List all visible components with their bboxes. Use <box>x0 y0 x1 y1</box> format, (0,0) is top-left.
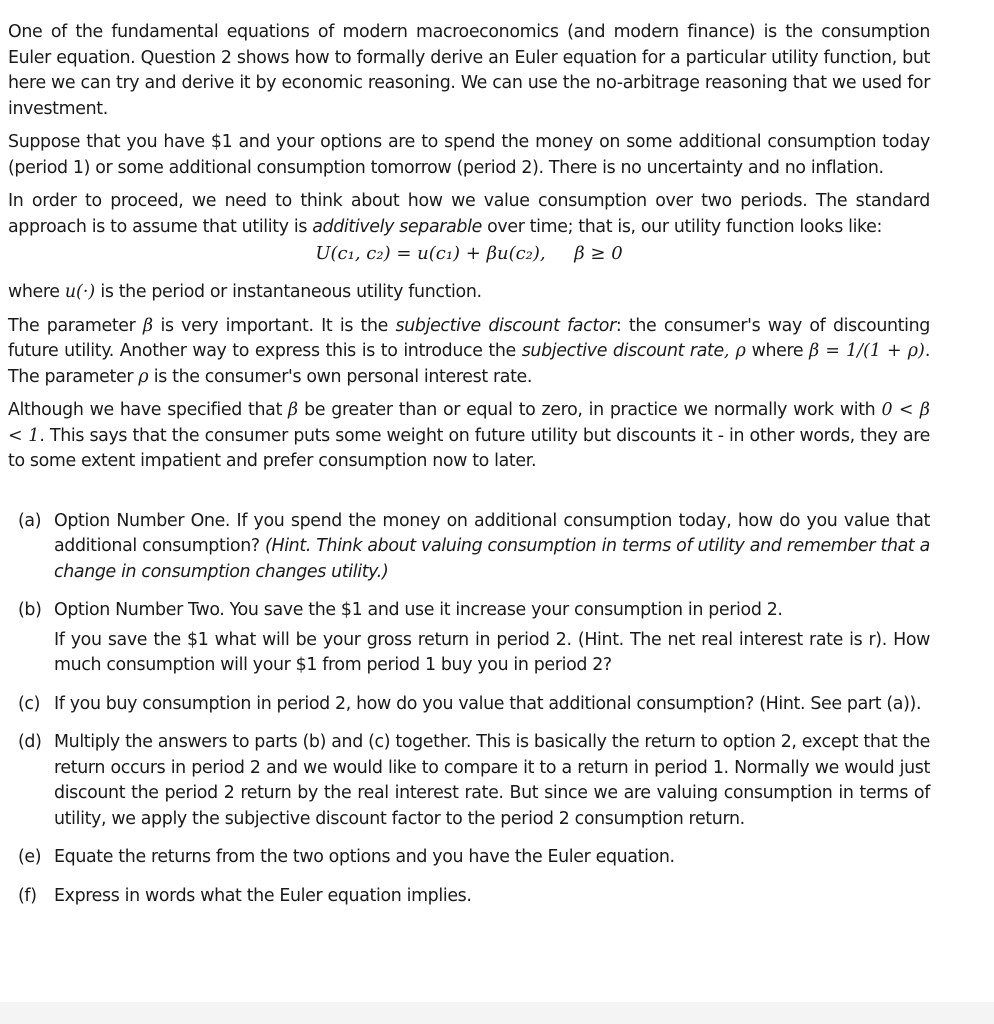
question-e <box>8 845 930 875</box>
where-text: where <box>8 282 65 302</box>
discount-text-c: : the consumer's way of discounting future utility. Another way to express this is to introduce the <box>8 315 930 361</box>
question-text: Multiply the answers to parts (b) and (c) together. This is basically the return to option 2, except that the return occurs in period 2 and we would like to compare it to a return in period 1. Normally we would just discount the period 2 return by the real interest rate. But since we are valuing consumption in terms of utility, we apply the subjective discount factor to the period 2 consumption return. <box>54 732 930 829</box>
question-b <box>8 598 930 683</box>
discount-text-a: The parameter <box>8 315 143 336</box>
rho-symbol: ρ <box>138 366 149 387</box>
utility-text-b: over time; that is, our utility function looks like: <box>481 216 883 237</box>
intro-paragraph: One of the fundamental equations of modern macroeconomics (and modern finance) is the consumption Euler equation. Question 2 shows how to formally derive an Euler equation for a particular utility function, but here we can try and derive it by economic reasoning. We can use the no-arbitrage reasoning that we used for investment. <box>8 22 930 119</box>
question-text: If you buy consumption in period 2, how do you value that additional consumption? (Hint. See part (a)). <box>54 693 922 714</box>
question-c <box>8 692 930 722</box>
subjective-discount-rate-term: subjective discount rate <box>521 341 724 361</box>
question-a-hint: (Hint. Think about valuing consumption in terms of utility and remember that a change in consumption changes utility.) <box>54 536 930 582</box>
question-body <box>54 730 930 836</box>
range-text-b: be greater than or equal to zero, in practice we normally work with <box>298 400 882 420</box>
question-body <box>54 692 930 722</box>
question-text: Option Number Two. You save the $1 and use it increase your consumption in period 2. <box>54 600 783 620</box>
options-paragraph: Suppose that you have $1 and your options are to spend the money on some additional consumption today (period 1) or some additional consumption tomorrow (period 2). There is no uncertainty and no inflation. <box>8 132 930 178</box>
range-text-a: Although we have specified that <box>8 400 289 420</box>
question-body <box>54 598 930 683</box>
question-text <box>54 509 930 586</box>
discount-factor-paragraph <box>8 314 930 391</box>
question-label: (f) <box>18 885 37 906</box>
question-label: (d) <box>18 732 42 752</box>
bottom-margin <box>0 1002 994 1024</box>
beta-definition: β = 1/(1 + ρ) <box>809 341 925 361</box>
discount-text-d: where <box>745 341 810 361</box>
beta-range-paragraph <box>8 398 930 475</box>
additively-separable-term: additively separable <box>312 216 482 237</box>
range-text-c: . This says that the consumer puts some weight on future utility but discounts it - in other words, they are to some extent impatient and prefer consumption now to later. <box>8 425 931 471</box>
question-body <box>54 845 930 875</box>
question-text: Equate the returns from the two options and you have the Euler equation. <box>54 847 675 867</box>
question-f <box>8 884 930 914</box>
beta-range: 0 < β < 1 <box>8 400 930 446</box>
question-a <box>8 509 930 590</box>
question-label: (b) <box>18 600 42 620</box>
utility-equation-lhs: U(c₁, c₂) = u(c₁) + βu(c₂), <box>315 243 546 264</box>
question-text: Express in words what the Euler equation implies. <box>54 885 472 906</box>
instantaneous-utility-paragraph <box>8 280 930 306</box>
u-function: u(·) <box>64 282 96 302</box>
question-label: (c) <box>18 693 41 714</box>
utility-equation <box>8 242 930 266</box>
utility-text-a: In order to proceed, we need to think about how we value consumption over two periods. The standard approach is to assume that utility is <box>8 191 930 237</box>
beta-condition: β ≥ 0 <box>574 243 623 264</box>
beta-symbol: β <box>142 315 153 336</box>
utility-paragraph <box>8 189 930 240</box>
question-text-continued: If you save the $1 what will be your gross return in period 2. (Hint. The net real interest rate is r). How much consumption will your $1 from period 1 buy you in period 2? <box>54 629 930 675</box>
discount-text-b: is very important. It is the <box>153 315 396 336</box>
question-a-text: Option Number One. If you spend the money on additional consumption today, how do you value that additional consumption? <box>54 510 930 556</box>
question-body <box>54 884 930 914</box>
discount-text-e: . The parameter <box>8 341 930 387</box>
beta-symbol-2: β <box>288 400 299 420</box>
question-body <box>54 509 930 590</box>
rho-symbol-inline: , ρ <box>723 341 746 361</box>
question-label: (a) <box>18 510 42 531</box>
question-d <box>8 730 930 836</box>
question-label: (e) <box>18 847 42 867</box>
instantaneous-text: is the period or instantaneous utility function. <box>95 282 482 302</box>
question-list <box>8 509 930 914</box>
discount-text-f: is the consumer's own personal interest rate. <box>148 366 533 387</box>
subjective-discount-factor-term: subjective discount factor <box>395 315 616 336</box>
